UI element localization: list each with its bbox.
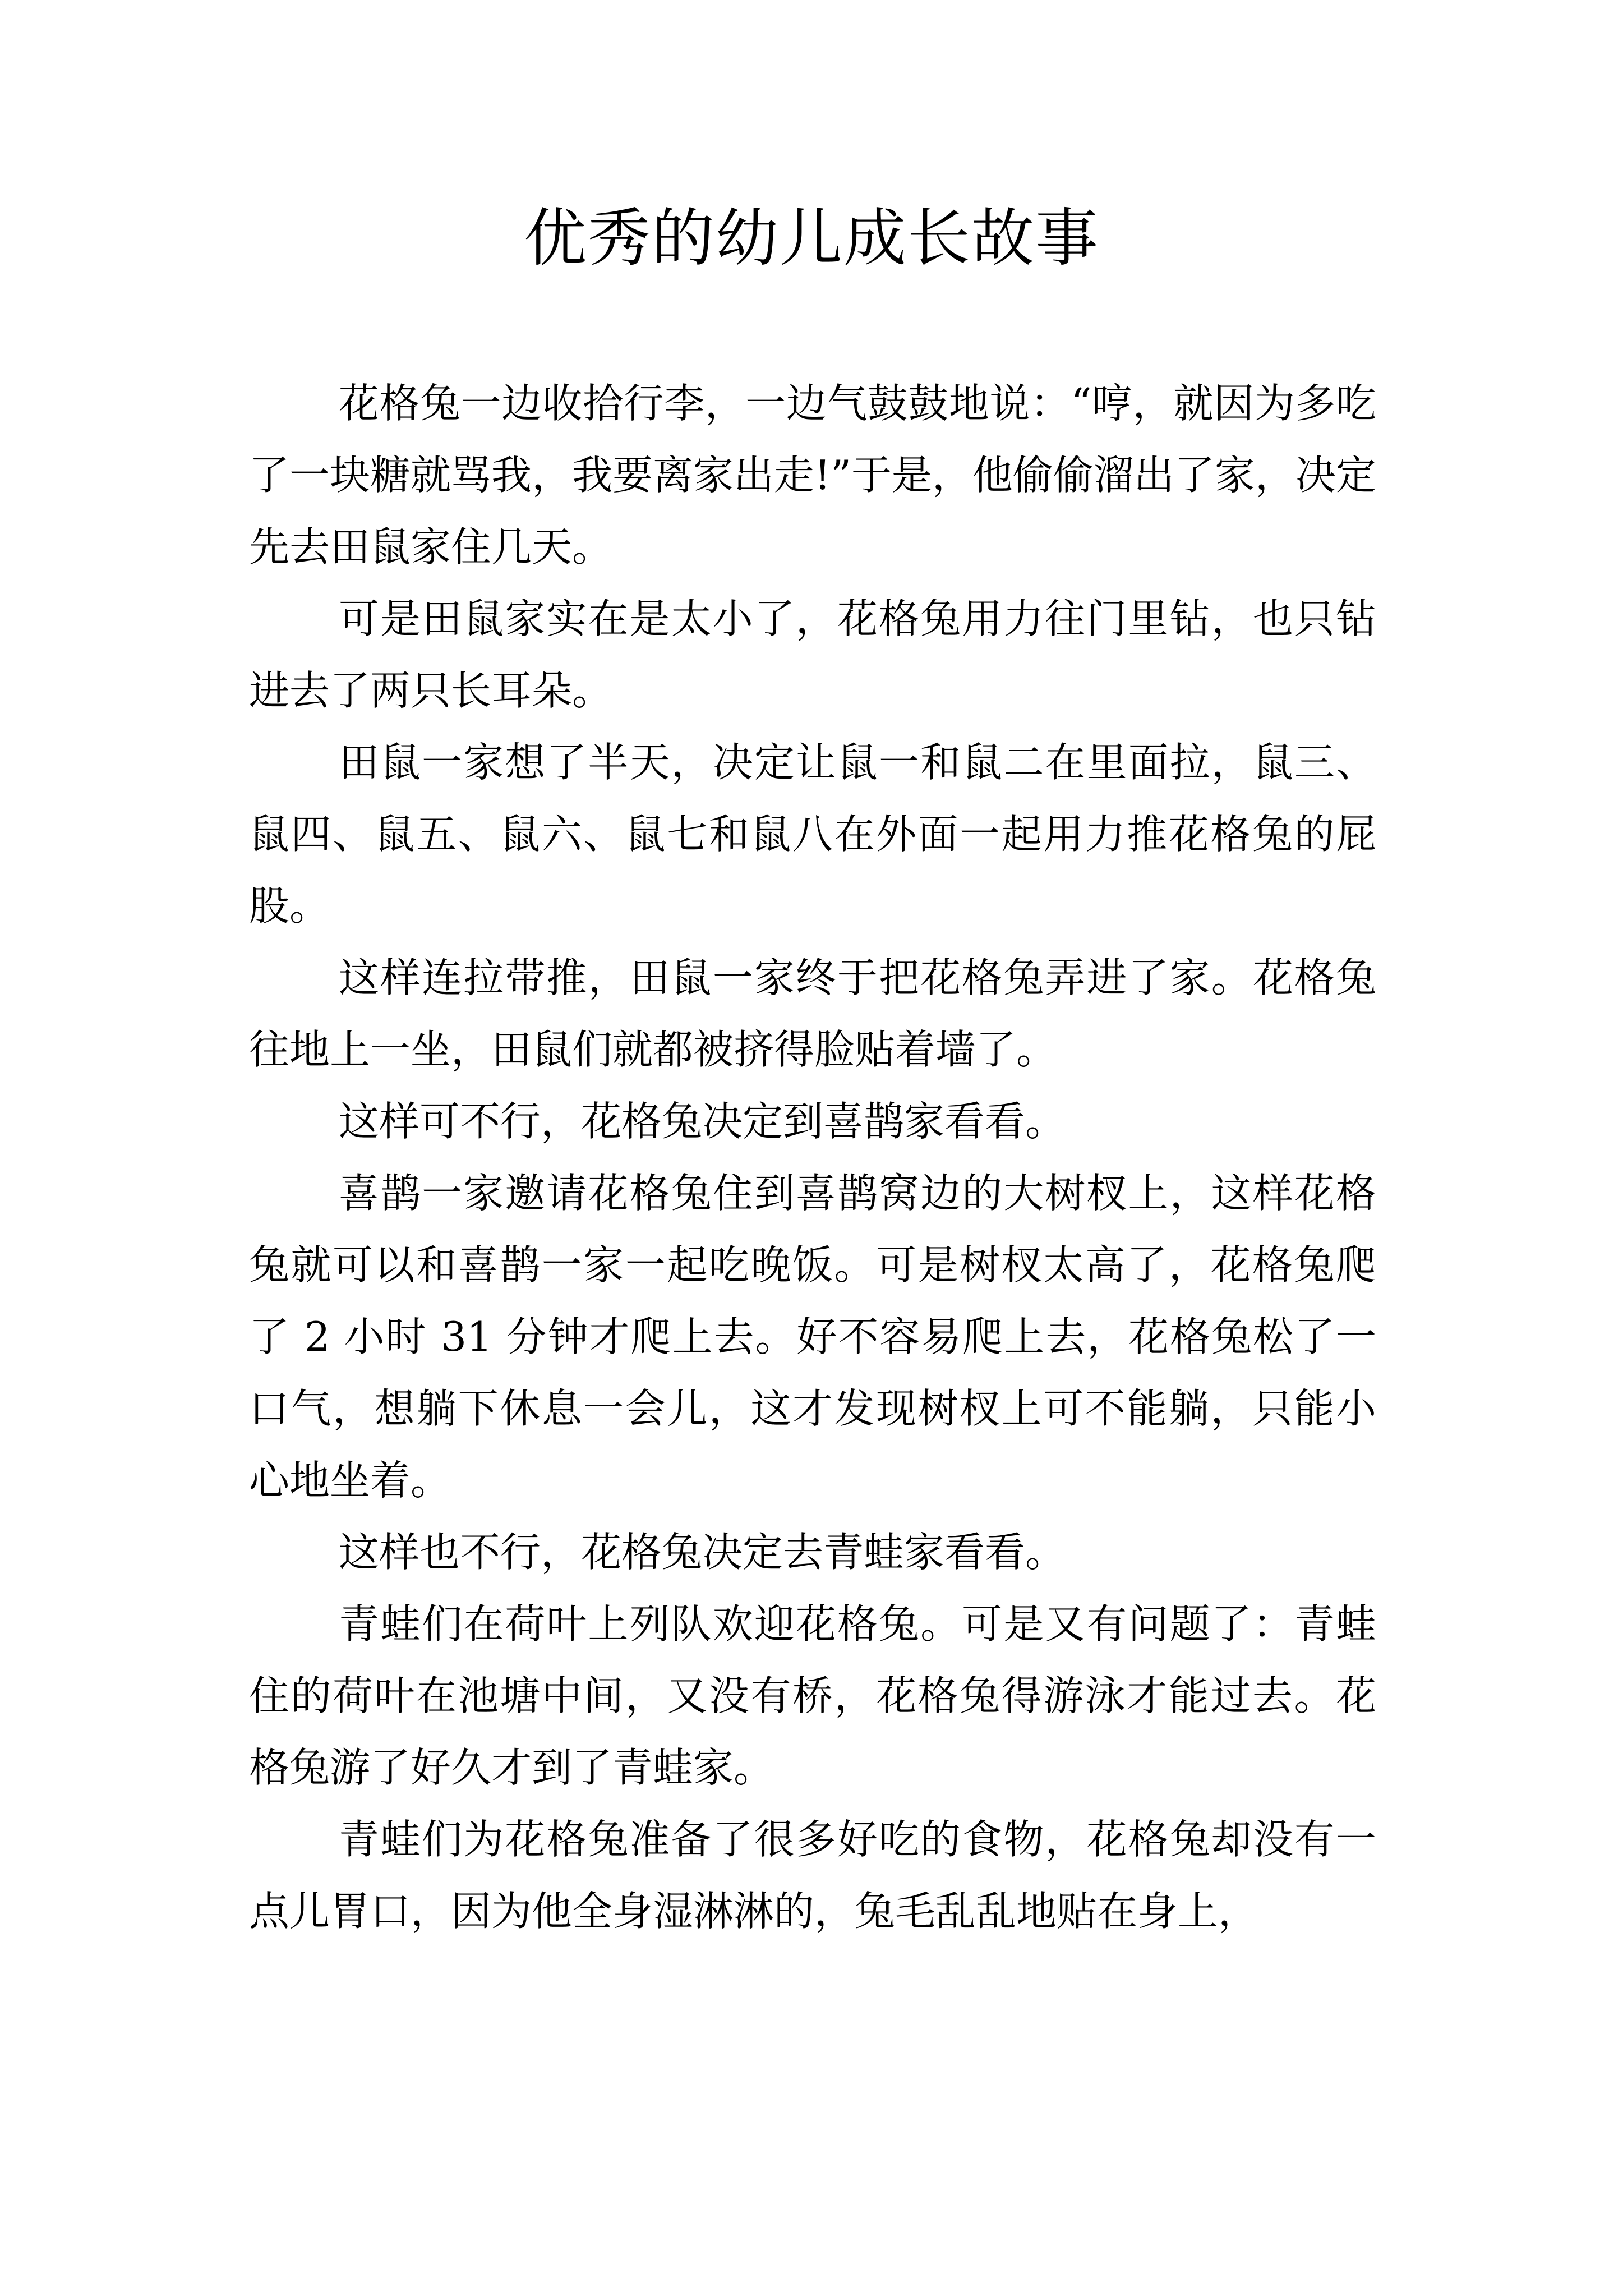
paragraph: 可是田鼠家实在是太小了，花格兔用力往门里钻，也只钻进去了两只长耳朵。	[249, 595, 1376, 714]
paragraph: 这样可不行，花格兔决定到喜鹊家看看。	[339, 1098, 1066, 1145]
paragraph: 喜鹊一家邀请花格兔住到喜鹊窝边的大树杈上，这样花格兔就可以和喜鹊一家一起吃晚饭。可是树杈太高了，花格兔爬了 2 小时 31 分钟才爬上去。好不容易爬上去，花格兔松了一口气，想躺下休息一会儿，这才发现树杈上可不能躺，只能小心地坐着。	[249, 1170, 1376, 1504]
document-title: 优秀的幼儿成长故事	[524, 202, 1099, 275]
paragraph: 这样也不行，花格兔决定去青蛙家看看。	[339, 1529, 1066, 1576]
paragraph: 花格兔一边收拾行李，一边气鼓鼓地说：“哼，就因为多吃了一块糖就骂我，我要离家出走!”于是，他偷偷溜出了家，决定先去田鼠家住几天。	[249, 380, 1376, 570]
paragraph: 田鼠一家想了半天，决定让鼠一和鼠二在里面拉，鼠三、鼠四、鼠五、鼠六、鼠七和鼠八在外面一起用力推花格兔的屁股。	[249, 739, 1376, 930]
paragraph: 青蛙们在荷叶上列队欢迎花格兔。可是又有问题了：青蛙住的荷叶在池塘中间，又没有桥，花格兔得游泳才能过去。花格兔游了好久才到了青蛙家。	[249, 1600, 1376, 1791]
document-body	[249, 367, 1376, 1947]
paragraph: 这样连拉带推，田鼠一家终于把花格兔弄进了家。花格兔往地上一坐，田鼠们就都被挤得脸贴着墙了。	[249, 954, 1376, 1073]
paragraph: 青蛙们为花格兔准备了很多好吃的食物，花格兔却没有一点儿胃口，因为他全身湿淋淋的，兔毛乱乱地贴在身上，	[249, 1816, 1376, 1935]
